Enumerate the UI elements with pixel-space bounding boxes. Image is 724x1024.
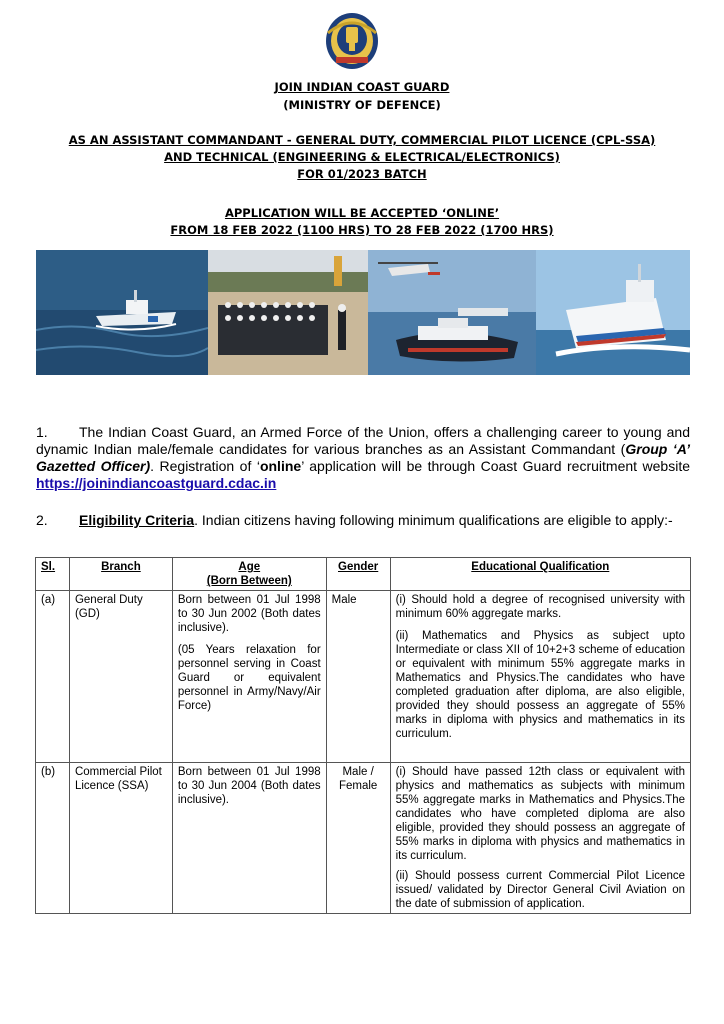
online-emphasis: online: [259, 458, 302, 474]
cell-gender: Male / Female: [326, 763, 390, 914]
recruitment-website-link[interactable]: https://joinindiancoastguard.cdac.in: [36, 475, 277, 491]
cell-branch: Commercial Pilot Licence (SSA): [69, 763, 172, 914]
para-number: 2.: [36, 512, 48, 528]
header-sl: Sl.: [36, 558, 70, 591]
post-line-1: AS AN ASSISTANT COMMANDANT - GENERAL DUTY, COMMERCIAL PILOT LICENCE (CPL-SSA): [68, 133, 656, 147]
cell-gender: Male: [326, 591, 390, 763]
ship-at-sea-photo: [36, 250, 208, 375]
header-education: Educational Qualification: [390, 558, 690, 591]
patrol-vessel-photo: [536, 250, 690, 375]
cell-education: (i) Should have passed 12th class or equivalent with physics and mathematics as subjects with minimum 55% aggregate marks in Mathematics and Physics.The candidates who have completed diploma are also eligible, provided they should possess an aggregate of 55% marks in diploma with physics and mathematics in its curriculum. (ii) Should possess current Commercial Pilot Licence issued/ validated by Director General Civil Aviation on the date of submission of application.: [390, 763, 690, 914]
eligibility-heading: Eligibility Criteria: [79, 512, 195, 528]
title-join: JOIN INDIAN COAST GUARD: [274, 80, 450, 94]
header-age: Age (Born Between): [172, 558, 326, 591]
parade-photo: [208, 250, 368, 375]
intro-paragraph: 1. The Indian Coast Guard, an Armed Force of the Union, offers a challenging career to young and dynamic Indian male/female candidates for various branches as an Assistant Commandant (Group ‘A’ Gazetted Officer). Registration of ‘online’ application will be through Coast Guard recruitment website https://joinindiancoastguard.cdac.in: [36, 424, 691, 491]
table-row: [36, 763, 691, 914]
application-line-1: APPLICATION WILL BE ACCEPTED ‘ONLINE’: [224, 206, 500, 220]
header-branch: Branch: [69, 558, 172, 591]
eligibility-table: [35, 557, 691, 914]
header-gender: Gender: [326, 558, 390, 591]
title-ministry: (MINISTRY OF DEFENCE): [283, 98, 441, 112]
application-line-2: FROM 18 FEB 2022 (1100 HRS) TO 28 FEB 2022 (1700 HRS): [170, 223, 554, 237]
para-number: 1.: [36, 424, 48, 440]
post-line-3: FOR 01/2023 BATCH: [297, 167, 427, 181]
cell-branch: General Duty (GD): [69, 591, 172, 763]
table-header-row: [36, 558, 691, 591]
cell-education: (i) Should hold a degree of recognised university with minimum 60% aggregate marks. (ii) Mathematics and Physics as subject upto Intermediate or class XII of 10+2+3 scheme of education or equivalent with minimum 55% aggregate marks in Mathematics and Physics.The candidates who have completed graduation after diploma, are also eligible, provided they should possess an aggregate of 55% marks in diploma with physics and mathematics in its curriculum.: [390, 591, 690, 763]
table-row: [36, 591, 691, 763]
hovercraft-helicopter-photo: [368, 250, 536, 375]
post-line-2: AND TECHNICAL (ENGINEERING & ELECTRICAL/ELECTRONICS): [164, 150, 560, 164]
photo-strip: [36, 250, 690, 375]
cell-age: Born between 01 Jul 1998 to 30 Jun 2004 (Both dates inclusive).: [172, 763, 326, 914]
cell-sl: (b): [36, 763, 70, 914]
eligibility-paragraph: 2. Eligibility Criteria. Indian citizens having following minimum qualifications are eligible to apply:-: [36, 512, 673, 528]
cell-age: Born between 01 Jul 1998 to 30 Jun 2002 (Both dates inclusive). (05 Years relaxation for personnel serving in Coast Guard or equivalent personnel in Army/Navy/Air Force): [172, 591, 326, 763]
coast-guard-emblem-icon: [322, 11, 382, 71]
group-a-emphasis: Group ‘A’ Gazetted Officer): [36, 441, 691, 474]
cell-sl: (a): [36, 591, 70, 763]
